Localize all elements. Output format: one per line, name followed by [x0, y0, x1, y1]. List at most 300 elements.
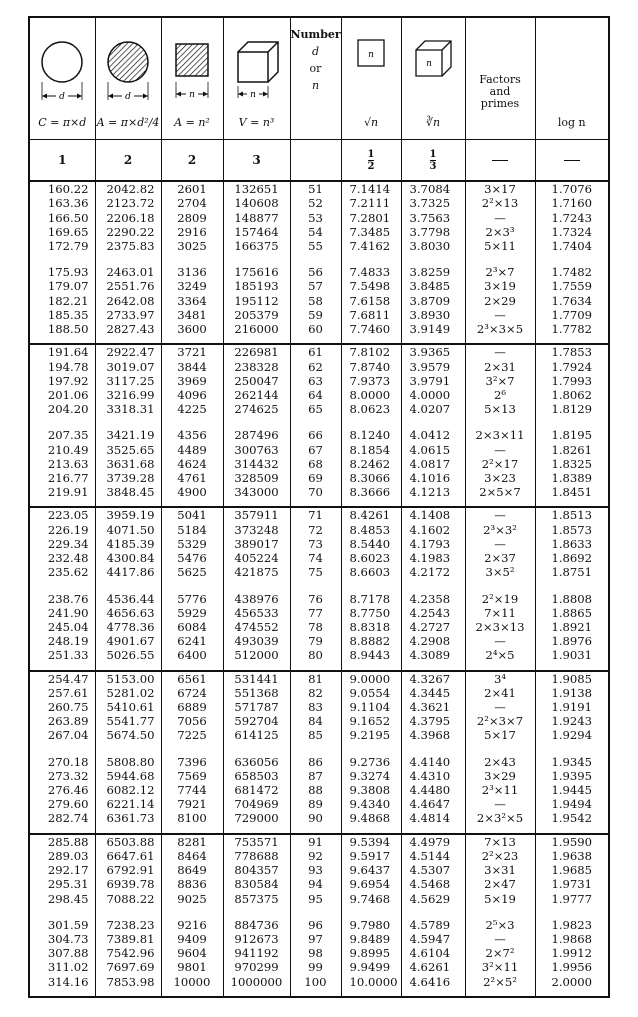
value-group: [162, 508, 223, 579]
value: 1.7243: [551, 210, 593, 225]
cbrt-cell: [401, 344, 465, 507]
value: 9.0554: [349, 685, 391, 700]
value: 2³×3²: [483, 522, 517, 537]
value: 1.7782: [551, 321, 593, 336]
value: 1.7709: [551, 307, 593, 322]
value: 7.3485: [349, 224, 391, 239]
value-group: [342, 345, 401, 416]
value-group: [30, 508, 95, 579]
value: 2×3³: [485, 224, 515, 239]
value-group: [224, 672, 290, 743]
value: 8.6603: [349, 565, 391, 580]
cbrt-label: ∛n: [425, 116, 441, 130]
value-group: [466, 592, 535, 663]
value-group: [342, 428, 401, 499]
value: 7.5498: [349, 279, 391, 294]
value: 4778.36: [106, 619, 155, 634]
number-label: Number: [290, 28, 341, 41]
value: 95: [308, 891, 323, 906]
value: 5929: [177, 605, 207, 620]
value: 10000: [173, 974, 211, 989]
value: 4.0412: [409, 428, 451, 443]
value: 78: [308, 619, 323, 634]
value: 2733.97: [106, 307, 155, 322]
value: 7697.69: [106, 960, 155, 975]
value-group: [291, 428, 341, 499]
value: 4356: [177, 428, 207, 443]
value: 213.63: [47, 456, 89, 471]
value: 4536.44: [106, 591, 155, 606]
value: 5776: [177, 591, 207, 606]
value: 67: [308, 442, 323, 457]
value-group: [291, 265, 341, 336]
value: 140608: [234, 196, 279, 211]
value: 6221.14: [106, 797, 155, 812]
value-group: [224, 508, 290, 579]
cbrt-cell: [401, 507, 465, 670]
value: 172.79: [47, 238, 89, 253]
value: 357911: [234, 508, 279, 523]
hatched-square-icon: [170, 38, 214, 104]
value: 216.77: [47, 470, 89, 485]
value: 3739.28: [106, 470, 155, 485]
colno-1: 1: [30, 140, 95, 181]
value-group: [30, 428, 95, 499]
value: 2922.47: [106, 345, 155, 360]
value: 2×37: [484, 551, 516, 566]
number-n: n: [311, 79, 320, 92]
value-group: [402, 428, 465, 499]
value: 4.5629: [409, 891, 451, 906]
value: 614125: [234, 728, 279, 743]
value-group: [224, 918, 290, 989]
value: 4185.39: [106, 536, 155, 551]
value: 175.93: [47, 265, 89, 280]
value: 9.8489: [349, 932, 391, 947]
value: 7744: [177, 783, 207, 798]
value: 9.6437: [349, 863, 391, 878]
value: 3600: [177, 321, 207, 336]
value: 53: [308, 210, 323, 225]
area-dim-label: d: [125, 92, 131, 102]
header-number: [290, 18, 341, 140]
value: 287496: [234, 428, 279, 443]
value: 6082.12: [106, 783, 155, 798]
value: 3959.19: [106, 508, 155, 523]
value: 3×31: [484, 863, 516, 878]
value: 301.59: [47, 917, 89, 932]
value: 2²×13: [481, 196, 519, 211]
value: 251.33: [47, 648, 89, 663]
value: 2×7²: [485, 946, 515, 961]
value-group: [342, 592, 401, 663]
value-group: [291, 672, 341, 743]
value: 9.6954: [349, 877, 391, 892]
value: 4.5947: [409, 932, 451, 947]
value: 438976: [234, 591, 279, 606]
value: 4.3089: [409, 648, 451, 663]
square-formula: A = n²: [174, 116, 210, 130]
value: 8836: [177, 877, 207, 892]
value: 4.1016: [409, 470, 451, 485]
value-group: [30, 918, 95, 989]
value: 226.19: [47, 522, 89, 537]
value: 6792.91: [106, 863, 155, 878]
sqrt-cell: [341, 507, 401, 670]
value: 245.04: [47, 619, 89, 634]
circle-outline-icon: [38, 38, 86, 104]
value: 2375.83: [106, 238, 155, 253]
value: 9.7468: [349, 891, 391, 906]
value-group: [536, 592, 609, 663]
value: —: [494, 442, 506, 457]
value: 5×17: [484, 728, 516, 743]
value: 9216: [177, 917, 207, 932]
value: —: [494, 508, 506, 523]
value-group: [536, 508, 609, 579]
value: 1.9731: [551, 877, 593, 892]
value: 1.7160: [551, 196, 593, 211]
value: 4.2727: [409, 619, 451, 634]
value: 7.4162: [349, 238, 391, 253]
value: 10.0000: [349, 974, 398, 989]
value-group: [96, 672, 161, 743]
sqrt-box-label: n: [368, 50, 374, 60]
value-group: [30, 182, 95, 253]
value: 238328: [234, 359, 279, 374]
value: 1000000: [230, 974, 283, 989]
value: 2⁶: [493, 387, 507, 402]
value: 3721: [177, 345, 207, 360]
header-sqrt: [341, 18, 401, 140]
factors-cell: [465, 344, 535, 507]
value: 72: [308, 522, 323, 537]
value: 3.8259: [409, 265, 451, 280]
cube-formula: V = n³: [238, 116, 275, 130]
value: 1.7924: [551, 359, 593, 374]
value: —: [494, 210, 506, 225]
value: 8281: [177, 834, 207, 849]
circ-dim-label: d: [59, 92, 66, 102]
value: 531441: [234, 671, 279, 686]
value: 4656.63: [106, 605, 155, 620]
value: 79: [308, 634, 323, 649]
value: 857375: [234, 891, 279, 906]
value: 2551.76: [106, 279, 155, 294]
value-group: [402, 345, 465, 416]
value: 8.9443: [349, 648, 391, 663]
value: 1.8062: [551, 387, 593, 402]
value: 9.7980: [349, 917, 391, 932]
circumference-cell: [30, 507, 95, 670]
value: 2290.22: [106, 224, 155, 239]
cube-n-icon: [413, 38, 453, 78]
value: 250047: [234, 373, 279, 388]
value: 4.5789: [409, 917, 451, 932]
value: 4.4647: [409, 797, 451, 812]
value: 157464: [234, 224, 279, 239]
value: 9.4868: [349, 811, 391, 826]
value: 3844: [177, 359, 207, 374]
value: 4.5468: [409, 877, 451, 892]
value-group: [536, 672, 609, 743]
factors-cell: [465, 181, 535, 344]
value: 3×23: [484, 470, 516, 485]
value-group: [291, 592, 341, 663]
value: 7.6811: [349, 307, 391, 322]
value: 3.9791: [409, 373, 451, 388]
value: 1.8129: [551, 402, 593, 417]
value: 175616: [234, 265, 279, 280]
half-fraction: $\frac{1}{2}$: [367, 148, 375, 172]
value: 1.7634: [551, 293, 593, 308]
value-group: [466, 755, 535, 826]
value: 5281.02: [106, 685, 155, 700]
header-log: [535, 18, 608, 140]
value: 1.9445: [551, 783, 593, 798]
value-group: [291, 918, 341, 989]
value: 76: [308, 591, 323, 606]
value-group: [536, 345, 609, 416]
value: 2042.82: [106, 182, 155, 197]
value: 93: [308, 863, 323, 878]
value: 4417.86: [106, 565, 155, 580]
colno-7: [401, 140, 465, 181]
value-group: [402, 508, 465, 579]
log-cell: [535, 671, 608, 834]
value: 2⁵×3: [485, 917, 515, 932]
value: 2.0000: [551, 974, 593, 989]
value: 4.6416: [409, 974, 451, 989]
value: 4225: [177, 402, 207, 417]
value: 5153.00: [106, 671, 155, 686]
value: 7056: [177, 714, 207, 729]
value: 210.49: [47, 442, 89, 457]
value: 9.2195: [349, 728, 391, 743]
value: 2463.01: [106, 265, 155, 280]
circumference-cell: [30, 671, 95, 834]
value: 456533: [234, 605, 279, 620]
value: 9025: [177, 891, 207, 906]
value: 1.8513: [551, 508, 593, 523]
value: 8.3066: [349, 470, 391, 485]
value: 4.1602: [409, 522, 451, 537]
value: 2704: [177, 196, 207, 211]
value: 232.48: [47, 551, 89, 566]
value: 1.9395: [551, 768, 593, 783]
value: 71: [308, 508, 323, 523]
value: 1.9912: [551, 946, 593, 961]
value: 5808.80: [106, 754, 155, 769]
value: —: [494, 345, 506, 360]
value: 7.9373: [349, 373, 391, 388]
value: 3631.68: [106, 456, 155, 471]
value: 1.7993: [551, 373, 593, 388]
number-cell: [290, 344, 341, 507]
value: 704969: [234, 797, 279, 812]
value: 3×5²: [485, 565, 515, 580]
value: 3×29: [484, 768, 516, 783]
value: 81: [308, 671, 323, 686]
value: 4.2543: [409, 605, 451, 620]
square-cell: [161, 344, 223, 507]
value: 2916: [177, 224, 207, 239]
value: 5944.68: [106, 768, 155, 783]
colno-5: [290, 140, 341, 181]
hatched-circle-icon: [104, 38, 152, 104]
value: 1.9956: [551, 960, 593, 975]
value: —: [494, 932, 506, 947]
factors-line2: and: [489, 85, 511, 98]
square-n-icon: [356, 38, 386, 72]
value-group: [466, 265, 535, 336]
value-group: [342, 918, 401, 989]
value: 8.3666: [349, 485, 391, 500]
value: 6724: [177, 685, 207, 700]
value: 2×3×11: [475, 428, 525, 443]
value: 512000: [234, 648, 279, 663]
value: 267.04: [47, 728, 89, 743]
value: 7×13: [484, 834, 516, 849]
value: 292.17: [47, 863, 89, 878]
value-group: [96, 345, 161, 416]
value: 421875: [234, 565, 279, 580]
value-group: [342, 182, 401, 253]
value: 75: [308, 565, 323, 580]
value: 2×31: [484, 359, 516, 374]
value: 9409: [177, 932, 207, 947]
header-circumference: [30, 18, 95, 140]
value: 1.8389: [551, 470, 593, 485]
header-row: [30, 18, 608, 140]
value: 9604: [177, 946, 207, 961]
value: 405224: [234, 551, 279, 566]
value: 2×29: [484, 293, 516, 308]
value: 4.0000: [409, 387, 451, 402]
value: 3318.31: [106, 402, 155, 417]
value: 219.91: [47, 485, 89, 500]
value: 1.8325: [551, 456, 593, 471]
value: 4.3795: [409, 714, 451, 729]
value-group: [96, 592, 161, 663]
value: 96: [308, 917, 323, 932]
column-number-row: [30, 140, 608, 181]
value: 8.2462: [349, 456, 391, 471]
value: 3969: [177, 373, 207, 388]
cube-cell: [223, 181, 290, 344]
value: 2³×7: [485, 265, 515, 280]
value: 3216.99: [106, 387, 155, 402]
value-group: [291, 345, 341, 416]
value: 2³×3×5: [476, 321, 524, 336]
value: 3117.25: [106, 373, 155, 388]
value: 89: [308, 797, 323, 812]
value: 729000: [234, 811, 279, 826]
value-group: [224, 265, 290, 336]
value: 8.7178: [349, 591, 391, 606]
value: 5×13: [484, 402, 516, 417]
value: 2²×3×7: [476, 714, 524, 729]
value: 8100: [177, 811, 207, 826]
cube-cell: [223, 671, 290, 834]
value: 4624: [177, 456, 207, 471]
area-cell: [95, 344, 161, 507]
value: 58: [308, 293, 323, 308]
third-fraction: $\frac{1}{3}$: [429, 148, 437, 172]
value: 9.1104: [349, 700, 391, 715]
value: —: [494, 634, 506, 649]
colno-9: [535, 140, 608, 181]
value: 238.76: [47, 591, 89, 606]
value: 2×41: [484, 685, 516, 700]
value: 82: [308, 685, 323, 700]
value: 100: [304, 974, 327, 989]
value: 70: [308, 485, 323, 500]
value: 3.7798: [409, 224, 451, 239]
value-group: [224, 182, 290, 253]
value: 4.6261: [409, 960, 451, 975]
square-cell: [161, 834, 223, 996]
value-group: [162, 428, 223, 499]
value: 4.4814: [409, 811, 451, 826]
value-group: [402, 835, 465, 906]
value-group: [96, 918, 161, 989]
value: 5625: [177, 565, 207, 580]
colno-8: [465, 140, 535, 181]
value: 63: [308, 373, 323, 388]
value-group: [30, 345, 95, 416]
value-group: [466, 672, 535, 743]
square-cell: [161, 181, 223, 344]
value: 474552: [234, 619, 279, 634]
value: 8464: [177, 849, 207, 864]
value-group: [402, 592, 465, 663]
sqrt-label: √n: [363, 116, 379, 130]
value: 3.7325: [409, 196, 451, 211]
value: 1.8195: [551, 428, 593, 443]
value-group: [466, 428, 535, 499]
value: 68: [308, 456, 323, 471]
value: 201.06: [47, 387, 89, 402]
factors-line1: Factors: [479, 73, 521, 86]
log-cell: [535, 834, 608, 996]
value: 65: [308, 402, 323, 417]
value: 3019.07: [106, 359, 155, 374]
value: 254.47: [47, 671, 89, 686]
value: 1.9031: [551, 648, 593, 663]
value: 4761: [177, 470, 207, 485]
value: 204.20: [47, 402, 89, 417]
value: 2³×11: [481, 783, 519, 798]
value-group: [291, 835, 341, 906]
value: 295.31: [47, 877, 89, 892]
value: 3.8030: [409, 238, 451, 253]
value: 4.0207: [409, 402, 451, 417]
value: 2642.08: [106, 293, 155, 308]
value-group: [402, 182, 465, 253]
value: 7921: [177, 797, 207, 812]
value: 4.1983: [409, 551, 451, 566]
value: 1.9590: [551, 834, 593, 849]
value: 8.8318: [349, 619, 391, 634]
header-cube: [223, 18, 290, 140]
value: 2206.18: [106, 210, 155, 225]
value: 3.8709: [409, 293, 451, 308]
value: 4300.84: [106, 551, 155, 566]
value: 1.9243: [551, 714, 593, 729]
value: 912673: [234, 932, 279, 947]
value: 8.8882: [349, 634, 391, 649]
